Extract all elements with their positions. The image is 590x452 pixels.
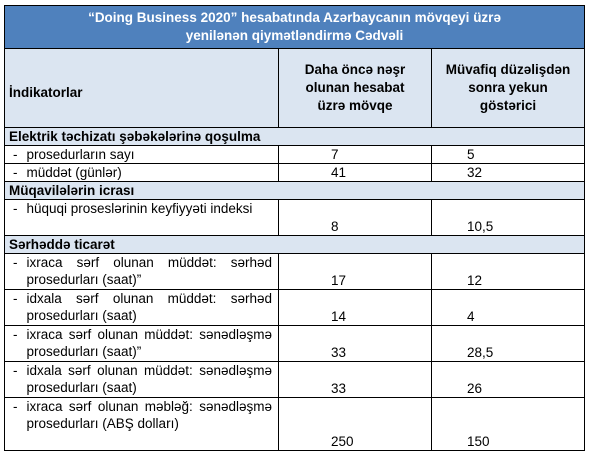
row-value-after: 28,5 (432, 326, 585, 362)
row-value-after: 32 (432, 164, 585, 182)
section-row (5, 128, 585, 146)
table-row (5, 254, 585, 290)
row-label: idxala sərf olunan müddət: sənədləşmə prosedurları (saat) (27, 362, 279, 398)
column-header-before-line-2: olunan hesabat (305, 80, 405, 95)
section-title-contracts: Müqavilələrin icrası (5, 182, 585, 200)
table-row (5, 326, 585, 362)
section-row (5, 182, 585, 200)
row-value-before: 14 (279, 290, 432, 326)
assessment-table (4, 5, 585, 451)
section-title-border-trade: Sərhəddə ticarət (5, 236, 585, 254)
row-label: hüquqi proseslərinin keyfiyyəti indeksi (27, 200, 279, 236)
row-value-before: 17 (279, 254, 432, 290)
column-header-after (432, 49, 585, 128)
row-label: ixraca sərf olunan məbləğ: sənədləşmə prosedurları (ABŞ dolları) (27, 398, 279, 451)
section-title-electricity: Elektrik təchizatı şəbəkələrinə qoşulma (5, 128, 585, 146)
row-value-before: 250 (279, 398, 432, 451)
row-value-before: 7 (279, 146, 432, 164)
row-value-after: 10,5 (432, 200, 585, 236)
table-title-line-1: “Doing Business 2020” hesabatında Azərbaycanın mövqeyi üzrə (88, 10, 501, 25)
row-dash: - (5, 290, 27, 326)
row-label: ixraca sərf olunan müddət: sərhəd prosedurları (saat)” (27, 254, 279, 290)
column-header-before-line-3: üzrə mövqe (317, 98, 393, 113)
row-label: ixraca sərf olunan müddət: sənədləşmə prosedurları (saat)” (27, 326, 279, 362)
row-dash: - (5, 362, 27, 398)
table-row (5, 146, 585, 164)
row-label: idxala sərf olunan müddət: sərhəd prosedurları (saat) (27, 290, 279, 326)
row-label: müddət (günlər) (27, 164, 279, 182)
table-title-row (5, 6, 585, 49)
table-title (5, 6, 585, 49)
column-header-after-line-1: Müvafiq düzəlişdən (445, 62, 571, 77)
column-header-row (5, 49, 585, 128)
row-dash: - (5, 398, 27, 451)
table-row (5, 290, 585, 326)
column-header-before-line-1: Daha öncə nəşr (304, 62, 406, 77)
row-value-after: 150 (432, 398, 585, 451)
row-value-after: 5 (432, 146, 585, 164)
table-row (5, 362, 585, 398)
table-row (5, 200, 585, 236)
row-value-before: 8 (279, 200, 432, 236)
row-label: prosedurların sayı (27, 146, 279, 164)
table-row (5, 164, 585, 182)
row-dash: - (5, 164, 27, 182)
row-value-after: 12 (432, 254, 585, 290)
row-value-before: 33 (279, 326, 432, 362)
table-row (5, 398, 585, 451)
row-dash: - (5, 200, 27, 236)
row-dash: - (5, 146, 27, 164)
row-value-before: 41 (279, 164, 432, 182)
assessment-table-container (4, 5, 584, 451)
table-title-line-2: yenilənən qiymətləndirmə Cədvəli (185, 28, 404, 43)
column-header-after-line-2: sonra yekun (468, 80, 548, 95)
column-header-before (279, 49, 432, 128)
section-row (5, 236, 585, 254)
row-value-after: 4 (432, 290, 585, 326)
row-value-before: 33 (279, 362, 432, 398)
column-header-indicator: İndikatorlar (5, 49, 279, 128)
row-dash: - (5, 326, 27, 362)
row-dash: - (5, 254, 27, 290)
column-header-after-line-3: göstərici (479, 98, 537, 113)
row-value-after: 26 (432, 362, 585, 398)
